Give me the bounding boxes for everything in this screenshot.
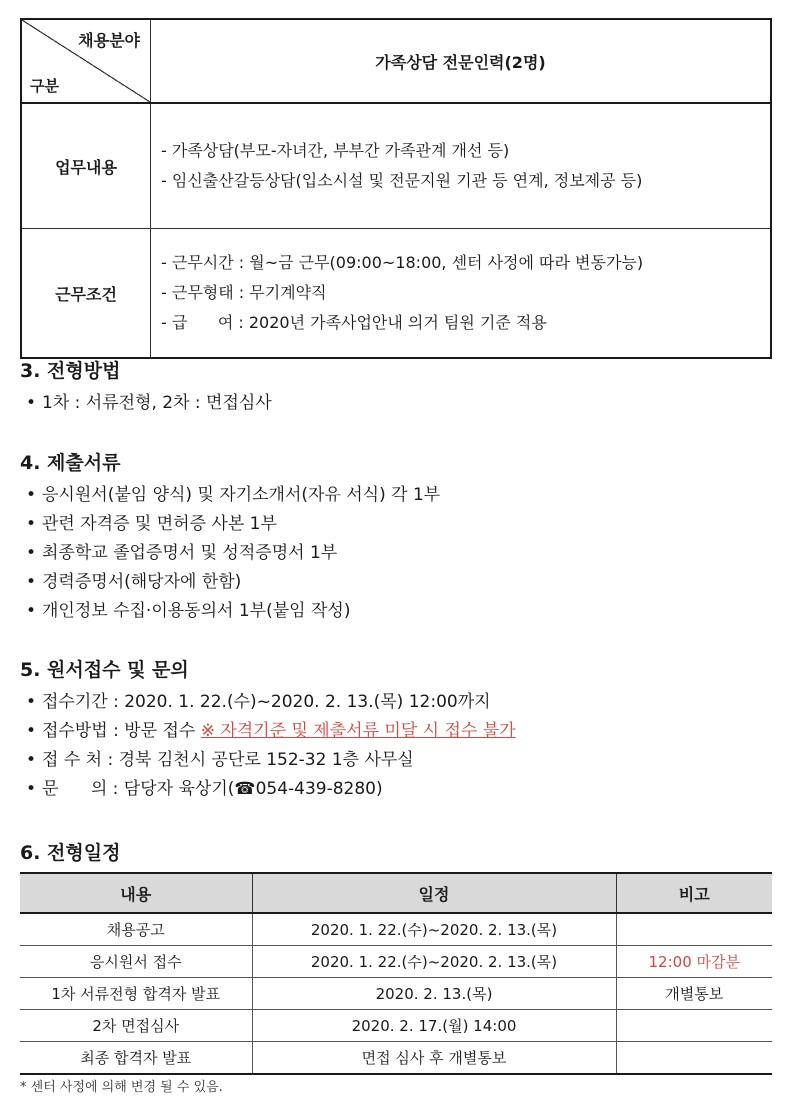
condition-line: - 근무형태 : 무기계약직 bbox=[161, 283, 327, 302]
section-title: 4. 제출서류 bbox=[20, 452, 121, 474]
table-row: 1차 서류전형 합격자 발표 2020. 2. 13.(목) 개별통보 bbox=[20, 978, 772, 1010]
section-schedule bbox=[20, 838, 780, 871]
row-label-conditions: 근무조건 bbox=[21, 229, 151, 359]
list-item: • 1차 : 서류전형, 2차 : 면접심사 bbox=[20, 389, 780, 418]
footnote: * 센터 사정에 의해 변경 될 수 있음. bbox=[20, 1080, 223, 1095]
bullet-icon: • bbox=[26, 721, 37, 741]
section-title: 3. 전형방법 bbox=[20, 360, 121, 382]
bullet-icon: • bbox=[26, 543, 37, 563]
field-header: 채용분야 bbox=[78, 31, 140, 50]
column-header: 내용 bbox=[20, 873, 252, 913]
bullet-icon: • bbox=[26, 485, 37, 505]
column-header: 비고 bbox=[616, 873, 772, 913]
bullet-icon: • bbox=[26, 572, 37, 592]
table-row bbox=[21, 229, 771, 359]
condition-line: - 급 여 : 2020년 가족사업안내 의거 팀원 기준 적용 bbox=[161, 313, 547, 332]
bullet-icon: • bbox=[26, 779, 37, 799]
section-application bbox=[20, 655, 780, 804]
table-row bbox=[21, 103, 771, 229]
list-item: • 접수기간 : 2020. 1. 22.(수)~2020. 2. 13.(목) 12:00까지 bbox=[20, 688, 780, 717]
list-item: • 최종학교 졸업증명서 및 성적증명서 1부 bbox=[20, 539, 780, 568]
warning-note: ※ 자격기준 및 제출서류 미달 시 접수 불가 bbox=[200, 721, 516, 741]
position-title: 가족상담 전문인력(2명) bbox=[151, 19, 772, 103]
table-header-row bbox=[20, 873, 772, 913]
category-header: 구분 bbox=[30, 77, 59, 95]
table-row: 응시원서 접수 2020. 1. 22.(수)~2020. 2. 13.(목) 12:00 마감분 bbox=[20, 946, 772, 978]
bullet-icon: • bbox=[26, 750, 37, 770]
section-documents bbox=[20, 448, 780, 626]
table-row: 최종 합격자 발표 면접 심사 후 개별통보 bbox=[20, 1042, 772, 1075]
row-label-duties: 업무내용 bbox=[21, 103, 151, 229]
list-item: • 관련 자격증 및 면허증 사본 1부 bbox=[20, 510, 780, 539]
duty-line: - 임신출산갈등상담(입소시설 및 전문지원 기관 등 연계, 정보제공 등) bbox=[161, 171, 643, 190]
conditions-body bbox=[151, 229, 772, 359]
section-title: 5. 원서접수 및 문의 bbox=[20, 659, 189, 681]
bullet-icon: • bbox=[26, 393, 37, 413]
section-selection-method bbox=[20, 356, 780, 418]
list-item: • 경력증명서(해당자에 한함) bbox=[20, 568, 780, 597]
list-item: • 접수방법 : 방문 접수 ※ 자격기준 및 제출서류 미달 시 접수 불가 bbox=[20, 717, 780, 746]
deadline-note: 12:00 마감분 bbox=[616, 946, 772, 978]
bullet-icon: • bbox=[26, 692, 37, 712]
duties-body bbox=[151, 103, 772, 229]
section-title: 6. 전형일정 bbox=[20, 842, 121, 864]
table-row: 2차 면접심사 2020. 2. 17.(월) 14:00 bbox=[20, 1010, 772, 1042]
condition-line: - 근무시간 : 월~금 근무(09:00~18:00, 센터 사정에 따라 변동가능) bbox=[161, 253, 644, 272]
schedule-table bbox=[20, 872, 772, 1075]
bullet-icon: • bbox=[26, 601, 37, 621]
list-item: • 응시원서(붙임 양식) 및 자기소개서(자유 서식) 각 1부 bbox=[20, 481, 780, 510]
diagonal-header-cell bbox=[21, 19, 151, 103]
job-info-table bbox=[20, 18, 772, 359]
phone-icon: ☎ bbox=[234, 779, 256, 799]
duty-line: - 가족상담(부모-자녀간, 부부간 가족관계 개선 등) bbox=[161, 141, 510, 160]
list-item: • 접 수 처 : 경북 김천시 공단로 152-32 1층 사무실 bbox=[20, 746, 780, 775]
bullet-icon: • bbox=[26, 514, 37, 534]
list-item: • 개인정보 수집·이용동의서 1부(붙임 작성) bbox=[20, 597, 780, 626]
table-row: 채용공고 2020. 1. 22.(수)~2020. 2. 13.(목) bbox=[20, 913, 772, 946]
column-header: 일정 bbox=[252, 873, 616, 913]
list-item: • 문 의 : 담당자 육상기(☎054-439-8280) bbox=[20, 775, 780, 804]
